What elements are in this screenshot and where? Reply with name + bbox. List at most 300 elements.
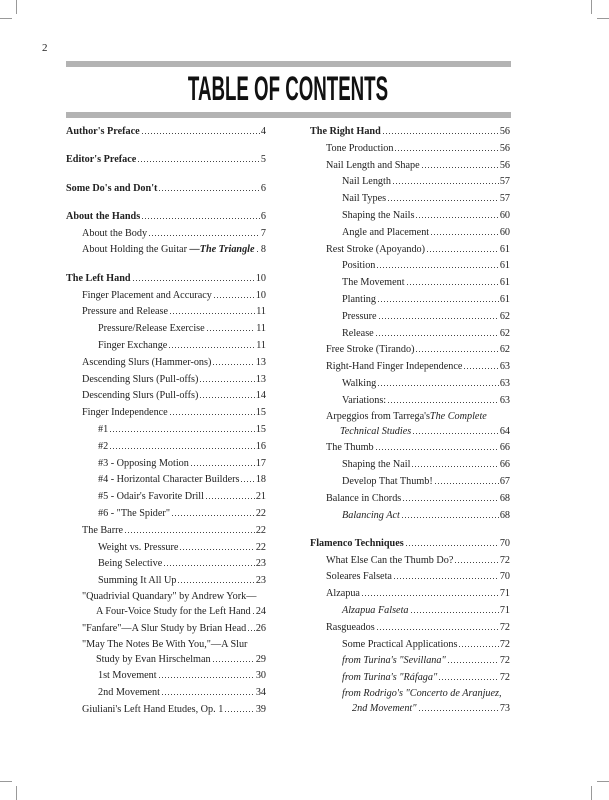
toc-entry[interactable] <box>310 342 510 359</box>
toc-entry-title <box>342 457 410 474</box>
toc-entry-title <box>326 586 360 603</box>
crop-mark <box>591 786 592 800</box>
toc-page-number: 6 <box>260 182 266 194</box>
toc-entry[interactable] <box>66 388 266 405</box>
toc-page-number: 39 <box>255 703 266 715</box>
toc-entry-title-text: Release <box>342 327 374 339</box>
toc-entry[interactable] <box>66 472 266 489</box>
toc-entry-title <box>66 271 131 288</box>
dot-leader <box>415 342 498 352</box>
toc-page-number: 62 <box>499 310 510 322</box>
toc-entry[interactable] <box>310 670 510 687</box>
toc-entry-title <box>96 604 251 621</box>
toc-entry-title-text: Author's Preface <box>66 126 140 137</box>
toc-entry-title <box>98 540 178 557</box>
toc-page-number: 11 <box>256 306 266 318</box>
dot-leader <box>199 388 254 398</box>
dot-leader <box>158 181 259 191</box>
toc-entry-title <box>82 355 211 372</box>
toc-entry[interactable] <box>66 652 266 669</box>
toc-left-column <box>66 124 266 719</box>
toc-entry[interactable] <box>66 226 266 243</box>
toc-entry-title-text: Rest Stroke (Apoyando) <box>326 243 426 255</box>
toc-entry[interactable] <box>66 439 266 456</box>
toc-entry-title <box>82 523 123 540</box>
crop-mark <box>597 18 609 19</box>
toc-entry[interactable] <box>310 553 510 570</box>
toc-entry[interactable] <box>310 474 510 491</box>
dot-leader <box>410 603 499 613</box>
page-title: TABLE OF CONTENTS <box>187 70 389 108</box>
toc-entry[interactable] <box>310 275 510 292</box>
toc-entry-title <box>342 637 457 654</box>
crop-mark <box>0 18 12 19</box>
toc-entry[interactable] <box>310 124 510 141</box>
toc-page-number: 56 <box>499 142 510 154</box>
toc-entry[interactable] <box>66 604 266 621</box>
dot-leader <box>212 652 255 662</box>
toc-entry-title <box>326 440 374 457</box>
toc-page-number: 63 <box>499 377 510 389</box>
toc-entry-title <box>82 304 168 321</box>
dot-leader <box>387 191 499 201</box>
toc-entry-title-text: #4 - Horizontal Character Builders <box>98 474 240 486</box>
toc-entry[interactable] <box>66 209 266 226</box>
toc-entry-title-text: Nail Length and Shape <box>326 159 420 171</box>
toc-entry-title: "May The Notes Be With You,"—A Slur <box>82 638 248 650</box>
toc-entry-title-text: "Fanfare"—A Slur Study by Brian Head <box>82 622 247 634</box>
toc-entry-title <box>82 405 168 422</box>
toc-page-number: 34 <box>255 687 266 699</box>
dot-leader <box>212 355 254 365</box>
toc-entry-title <box>82 388 198 405</box>
toc-entry[interactable] <box>66 242 266 259</box>
toc-entry-title <box>326 141 393 158</box>
dot-leader <box>190 456 255 466</box>
toc-entry-title-text: Ascending Slurs (Hammer-ons) <box>82 356 212 368</box>
toc-page-number: 72 <box>499 672 510 684</box>
toc-entry-title-text: Planting <box>342 293 376 305</box>
toc-entry-line[interactable] <box>66 590 266 604</box>
toc-entry[interactable] <box>310 536 510 553</box>
dot-leader <box>401 508 499 518</box>
dot-leader <box>177 573 254 583</box>
toc-entry-title-italic: Balancing Act <box>342 509 400 521</box>
toc-entry-title-text: About the Body <box>82 227 148 239</box>
toc-entry[interactable] <box>310 326 510 343</box>
toc-entry-title <box>342 225 429 242</box>
toc-page-number: 13 <box>255 356 266 368</box>
toc-entry[interactable] <box>310 701 510 718</box>
dot-leader <box>430 225 499 235</box>
toc-page-number: 22 <box>255 507 266 519</box>
toc-entry-title <box>82 372 198 389</box>
toc-entry[interactable] <box>310 440 510 457</box>
toc-page-number: 73 <box>499 703 510 714</box>
toc-entry-title <box>342 376 376 393</box>
toc-page-number: 61 <box>499 260 510 272</box>
toc-page-number: 23 <box>255 575 266 587</box>
toc-entry[interactable] <box>66 506 266 523</box>
toc-entry-title-italic: from Rodrigo's "Concerto de Aranjuez, <box>342 688 502 699</box>
toc-entry-title <box>326 158 420 175</box>
toc-page-number: 66 <box>499 442 510 454</box>
dot-leader <box>148 226 260 236</box>
toc-entry[interactable] <box>310 393 510 410</box>
toc-entry-title-text: #1 <box>98 423 109 435</box>
dot-leader <box>387 393 499 403</box>
crop-mark <box>0 781 12 782</box>
toc-entry-title-italic: from Turina's "Ráfaga" <box>342 672 438 684</box>
toc-entry-title-text: Balance in Chords <box>326 492 402 504</box>
toc-entry-title-text: Tone Production <box>326 142 394 154</box>
dot-leader <box>421 158 499 168</box>
crop-mark <box>16 786 17 800</box>
dot-leader <box>377 292 499 302</box>
toc-entry[interactable] <box>66 668 266 685</box>
toc-entry-title: Arpeggios from Tarrega's <box>326 410 430 422</box>
toc-page-number: 62 <box>499 344 510 356</box>
toc-entry-title <box>342 292 376 309</box>
toc-entry[interactable] <box>310 242 510 259</box>
toc-entry-title-text: Study by Evan Hirschelman <box>96 653 211 665</box>
toc-page-number: 6 <box>260 210 266 222</box>
toc-page-number: 26 <box>255 622 266 634</box>
toc-entry[interactable] <box>310 191 510 208</box>
toc-page-number: 22 <box>255 541 266 553</box>
toc-page-number: 11 <box>256 323 266 335</box>
toc-page-number: 23 <box>255 558 266 570</box>
toc-entry-title-text: Free Stroke (Tirando) <box>326 344 415 356</box>
toc-entry-title <box>98 338 167 355</box>
toc-page-number: 64 <box>499 425 510 437</box>
dot-leader <box>132 271 255 281</box>
title-rule-bottom <box>66 112 511 118</box>
toc-entry[interactable] <box>310 158 510 175</box>
toc-entry[interactable] <box>66 288 266 305</box>
toc-page-number: 16 <box>255 440 266 452</box>
toc-entry-title <box>352 701 417 718</box>
toc-entry-title-text: The Barre <box>82 524 124 536</box>
toc-entry[interactable] <box>66 702 266 719</box>
toc-entry-title-text: Giuliani's Left Hand Etudes, Op. 1 <box>82 703 224 715</box>
toc-page-number: 22 <box>255 524 266 536</box>
toc-page-number: 30 <box>255 670 266 682</box>
toc-page-number: 62 <box>499 327 510 339</box>
toc-entry-title-text: The Right Hand <box>310 126 381 137</box>
toc-entry[interactable] <box>66 523 266 540</box>
toc-page-number: 60 <box>499 209 510 221</box>
dot-leader <box>247 621 255 631</box>
toc-entry-title-italic: Alzapua Falseta <box>342 605 409 617</box>
toc-entry-title-text: Editor's Preface <box>66 154 137 166</box>
toc-entry-title-text: Shaping the Nails <box>342 209 415 221</box>
toc-entry[interactable] <box>310 491 510 508</box>
dot-leader <box>392 174 499 184</box>
toc-page-number: 7 <box>260 227 266 239</box>
toc-entry-title-italic: from Turina's "Sevillana" <box>342 655 446 667</box>
toc-entry[interactable] <box>66 152 266 169</box>
toc-entry-title <box>98 685 160 702</box>
toc-entry-title-text: #5 - Odair's Favorite Drill <box>98 491 204 503</box>
toc-entry-title-text: Finger Independence <box>82 407 168 419</box>
crop-mark <box>591 0 592 14</box>
toc-page-number: 70 <box>499 571 510 583</box>
toc-entry-title <box>96 652 211 669</box>
dot-leader <box>169 405 255 415</box>
toc-entry-title <box>82 226 147 243</box>
toc-entry-title-text: Weight vs. Pressure <box>98 541 179 553</box>
title-rule-top <box>66 61 511 67</box>
toc-page-number: 72 <box>499 638 510 650</box>
toc-page-number: 15 <box>255 423 266 435</box>
toc-entry[interactable] <box>66 456 266 473</box>
dot-leader <box>179 540 254 550</box>
dot-leader <box>377 376 499 386</box>
toc-entry-title-text: Finger Placement and Accuracy <box>82 289 212 301</box>
dot-leader <box>394 141 498 151</box>
toc-entry-title-text: Soleares Falseta <box>326 571 392 583</box>
toc-entry-title <box>326 242 425 259</box>
dot-leader <box>124 523 255 533</box>
toc-entry[interactable] <box>66 304 266 321</box>
toc-entry-title-text: Position <box>342 260 376 272</box>
toc-entry-title <box>98 506 170 523</box>
dot-leader <box>169 304 255 314</box>
dot-leader <box>158 668 255 678</box>
toc-page-number: 61 <box>499 243 510 255</box>
toc-entry[interactable] <box>66 489 266 506</box>
toc-entry-title <box>342 191 386 208</box>
toc-page-number: 63 <box>499 361 510 373</box>
toc-entry[interactable] <box>66 685 266 702</box>
toc-entry[interactable] <box>66 355 266 372</box>
toc-page-number: 5 <box>260 154 266 166</box>
dot-leader <box>458 637 498 647</box>
toc-entry-title <box>98 439 108 456</box>
toc-entry-title-italic: 2nd Movement" <box>352 703 417 714</box>
toc-page-number: 61 <box>499 277 510 289</box>
toc-entry-title-text: Walking <box>342 377 377 389</box>
toc-entry-title-text: Pressure/Release Exercise <box>98 323 205 335</box>
toc-entry[interactable] <box>310 620 510 637</box>
toc-page-number: 72 <box>499 554 510 566</box>
toc-entry[interactable] <box>66 124 266 141</box>
toc-entry-title-text: 2nd Movement <box>98 687 160 699</box>
dot-leader <box>393 569 499 579</box>
toc-page-number: 17 <box>255 457 266 469</box>
dot-leader <box>426 242 499 252</box>
dot-leader <box>163 556 255 566</box>
dot-leader <box>141 209 260 219</box>
toc-entry-title-text: Finger Exchange <box>98 339 168 351</box>
toc-entry-title-text: Shaping the Nail <box>342 459 411 471</box>
toc-entry[interactable] <box>66 271 266 288</box>
toc-page-number: 71 <box>499 605 510 617</box>
toc-entry[interactable] <box>310 309 510 326</box>
toc-entry[interactable] <box>310 508 510 525</box>
toc-page-number: 24 <box>255 605 266 617</box>
dot-leader <box>405 536 499 546</box>
crop-mark <box>597 781 609 782</box>
toc-entry[interactable] <box>310 586 510 603</box>
toc-entry[interactable] <box>310 258 510 275</box>
toc-entry-title-text: The Left Hand <box>66 272 131 284</box>
toc-entry[interactable] <box>66 556 266 573</box>
toc-entry-title-italic: The Complete <box>429 410 487 422</box>
toc-entry-title <box>66 209 140 226</box>
toc-entry[interactable] <box>66 573 266 590</box>
toc-entry-title <box>342 653 446 670</box>
dot-leader <box>375 440 499 450</box>
toc-entry-title-text: Develop That Thumb! <box>342 475 433 487</box>
toc-page-number: 68 <box>499 492 510 504</box>
toc-entry-title-text: Descending Slurs (Pull-offs) <box>82 373 199 385</box>
dot-leader <box>240 472 254 482</box>
dot-leader <box>412 424 499 434</box>
toc-entry-title <box>342 603 409 620</box>
toc-entry-title <box>342 326 374 343</box>
toc-entry-title-text: Angle and Placement <box>342 226 430 238</box>
toc-entry[interactable] <box>66 422 266 439</box>
toc-page-number: 21 <box>255 491 266 503</box>
dot-leader <box>252 604 255 614</box>
toc-entry-title-text: About the Hands <box>66 210 141 222</box>
toc-page-number: 66 <box>499 459 510 471</box>
toc-entry[interactable] <box>310 603 510 620</box>
toc-entry[interactable] <box>66 372 266 389</box>
toc-entry[interactable] <box>310 653 510 670</box>
toc-entry[interactable] <box>310 359 510 376</box>
dot-leader <box>141 124 260 134</box>
toc-page-number: 61 <box>499 293 510 305</box>
toc-entry[interactable] <box>310 292 510 309</box>
toc-entry-title-text: Descending Slurs (Pull-offs) <box>82 390 199 402</box>
toc-page-number: 72 <box>499 621 510 633</box>
toc-entry[interactable] <box>66 181 266 198</box>
toc-page-number: 70 <box>499 537 510 549</box>
dot-leader <box>199 372 254 382</box>
dot-leader <box>205 489 255 499</box>
toc-entry[interactable] <box>66 405 266 422</box>
toc-page-number: 18 <box>255 474 266 486</box>
toc-entry-title <box>98 556 162 573</box>
toc-entry[interactable] <box>310 457 510 474</box>
toc-page-number: 67 <box>499 475 510 487</box>
toc-entry-title <box>82 621 246 638</box>
toc-entry[interactable] <box>310 376 510 393</box>
toc-entry-title <box>342 474 433 491</box>
toc-entry-title <box>310 124 381 141</box>
crop-mark <box>16 0 17 14</box>
dot-leader <box>406 275 499 285</box>
toc-entry[interactable] <box>310 424 510 441</box>
dot-leader <box>382 124 499 134</box>
toc-entry-title <box>82 702 223 719</box>
toc-entry-title <box>326 569 392 586</box>
dot-leader <box>213 288 255 298</box>
dot-leader <box>415 208 498 218</box>
dot-leader <box>109 422 255 432</box>
toc-entry-title: "Quadrivial Quandary" by Andrew York— <box>82 590 257 602</box>
toc-entry-title-text: Pressure and Release <box>82 306 168 318</box>
toc-entry-line[interactable] <box>310 410 510 424</box>
toc-entry-title <box>98 668 157 685</box>
toc-page-number: 13 <box>255 373 266 385</box>
toc-entry[interactable] <box>310 637 510 654</box>
toc-entry-title <box>342 508 400 525</box>
toc-entry-title-text: #3 - Opposing Motion <box>98 457 189 469</box>
toc-entry[interactable] <box>310 569 510 586</box>
toc-entry[interactable] <box>66 621 266 638</box>
toc-entry-title-text: The Movement <box>342 277 405 289</box>
toc-entry-title <box>98 422 108 439</box>
toc-entry-title <box>326 553 453 570</box>
toc-entry-title <box>326 491 401 508</box>
dot-leader <box>411 457 498 467</box>
toc-entry-title <box>342 258 375 275</box>
toc-entry[interactable] <box>66 338 266 355</box>
toc-entry-title-text: About Holding the Guitar <box>82 244 190 256</box>
dot-leader <box>171 506 255 516</box>
toc-entry-title <box>342 174 391 191</box>
toc-entry-title <box>340 424 411 441</box>
toc-entry-line[interactable] <box>310 687 510 701</box>
toc-page-number: 10 <box>255 272 266 284</box>
toc-entry-title <box>342 670 437 687</box>
toc-entry-line[interactable] <box>66 638 266 652</box>
toc-entry-title-text: The Thumb <box>326 442 374 454</box>
toc-page-number: 8 <box>260 244 266 256</box>
toc-entry-title <box>98 456 189 473</box>
toc-entry-title-text: Variations: <box>342 394 387 406</box>
toc-entry-title <box>342 393 386 410</box>
toc-entry-title-text: A Four-Voice Study for the Left Hand <box>96 605 251 617</box>
toc-entry[interactable] <box>310 141 510 158</box>
toc-entry-title-text: Nail Types <box>342 193 387 205</box>
toc-entry-title <box>310 536 404 553</box>
toc-entry-title-text: Alzapua <box>326 588 360 600</box>
toc-page-number: 57 <box>499 193 510 205</box>
toc-entry[interactable] <box>66 540 266 557</box>
toc-entry-title <box>82 242 255 259</box>
toc-entry-title <box>342 208 414 225</box>
toc-entry-title-text: #2 <box>98 440 109 452</box>
dot-leader <box>375 326 499 336</box>
toc-page-number: 56 <box>499 126 510 137</box>
toc-entry[interactable] <box>310 225 510 242</box>
dot-leader <box>434 474 499 484</box>
toc-entry-title-text: Being Selective <box>98 558 163 570</box>
toc-page-number: 4 <box>260 126 266 137</box>
toc-entry-title-text: Right-Hand Finger Independence <box>326 361 463 373</box>
toc-entry-title-italic: Technical Studies <box>340 425 412 437</box>
toc-entry-title-text: Some Practical Applications <box>342 638 458 650</box>
toc-entry[interactable] <box>310 208 510 225</box>
toc-page-number: 63 <box>499 394 510 406</box>
toc-entry-title <box>342 275 405 292</box>
toc-page-number: 14 <box>255 390 266 402</box>
toc-entry[interactable] <box>310 174 510 191</box>
dot-leader <box>161 685 255 695</box>
toc-page-number: 72 <box>499 655 510 667</box>
toc-page-number: 56 <box>499 159 510 171</box>
dot-leader <box>447 653 499 663</box>
dot-leader <box>376 620 499 630</box>
toc-page-number: 11 <box>256 339 266 351</box>
dot-leader <box>137 152 260 162</box>
toc-entry[interactable] <box>66 321 266 338</box>
